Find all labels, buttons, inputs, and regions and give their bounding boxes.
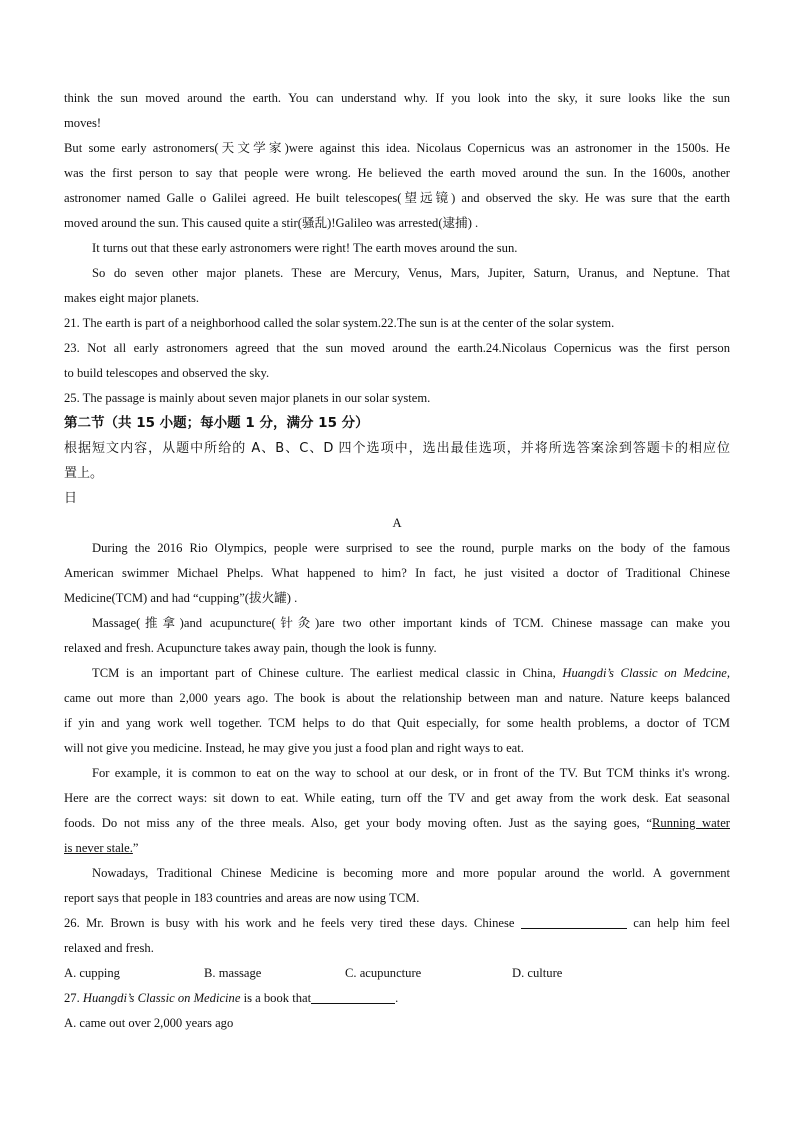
passageA-line: [64, 836, 730, 861]
option-a[interactable]: A. cupping: [64, 966, 120, 980]
passageA-line: Massage(推拿)and acupuncture(针灸)are two other important kinds of TCM. Chinese massage can make you: [92, 616, 730, 630]
passageA-line: if yin and yang work well together. TCM helps to do that Quit especially, for some health problems, a doctor of TCM: [64, 716, 730, 730]
question-text: .: [395, 991, 399, 1005]
passageA-line: relaxed and fresh. Acupuncture takes away pain, though the look is funny.: [64, 641, 437, 655]
passageA-text: foods. Do not miss any of the three meals. Also, get your body moving often. Just as the saying goes, “: [64, 816, 652, 830]
passageA-line: Here are the correct ways: sit down to eat. While eating, turn off the TV and get away from the work desk. Eat seasonal: [64, 791, 730, 805]
passageA-line: [64, 811, 730, 836]
statement-line: 23. Not all early astronomers agreed that the sun moved around the earth.24.Nicolaus Copernicus was the first person: [64, 341, 730, 355]
passage1-line: astronomer named Galle o Galilei agreed. He built telescopes(望远镜) and observed the sky. He was sure that the earth: [64, 191, 730, 205]
section-mark: 日: [64, 491, 78, 506]
option-b[interactable]: B. massage: [204, 966, 262, 980]
statement-line: 25. The passage is mainly about seven major planets in our solar system.: [64, 391, 431, 405]
question-26: [64, 911, 730, 936]
passage1-line: But some early astronomers(天文学家)were against this idea. Nicolaus Copernicus was an astronomer in the 1500s. He: [64, 141, 730, 155]
passageA-text: TCM is an important part of Chinese culture. The earliest medical classic in China,: [92, 666, 563, 680]
passage1-line: moved around the sun. This caused quite a stir(骚乱)!Galileo was arrested(逮捕) .: [64, 216, 479, 230]
passageA-line: Nowadays, Traditional Chinese Medicine is becoming more and more popular around the world. A government: [92, 866, 730, 880]
saying-underlined: Running water: [652, 816, 730, 830]
passageA-line: American swimmer Michael Phelps. What happened to him? In fact, he just visited a doctor of Traditional Chinese: [64, 566, 730, 580]
passageA-line: For example, it is common to eat on the way to school at our desk, or in front of the TV. But TCM thinks it's wrong.: [92, 766, 730, 780]
saying-underlined: is never stale.: [64, 841, 133, 855]
statement-line: to build telescopes and observed the sky.: [64, 366, 270, 380]
passageA-line: came out more than 2,000 years ago. The book is about the relationship between man and nature. Nature keeps balanced: [64, 691, 730, 705]
question-26-options: [64, 961, 730, 986]
exam-page: [64, 86, 730, 1036]
option-c[interactable]: C. acupuncture: [345, 966, 422, 980]
passageA-line: [64, 661, 730, 686]
question-text: can help him feel: [633, 916, 730, 930]
question-27: [64, 986, 730, 1011]
passage-title: A: [392, 516, 402, 530]
option-d[interactable]: D. culture: [512, 966, 563, 980]
passageA-line: report says that people in 183 countries and areas are now using TCM.: [64, 891, 420, 905]
question-text: 26. Mr. Brown is busy with his work and he feels very tired these days. Chinese: [64, 916, 515, 930]
statement-line: 21. The earth is part of a neighborhood called the solar system.22.The sun is at the center of the solar system.: [64, 316, 615, 330]
book-title: Huangdi’s Classic on Medicine: [82, 991, 241, 1005]
passage1-line: makes eight major planets.: [64, 291, 199, 305]
section-instructions: 置上。: [64, 466, 104, 481]
passageA-line: During the 2016 Rio Olympics, people were surprised to see the round, purple marks on the body of the famous: [92, 541, 730, 555]
question-number: 27.: [64, 991, 83, 1005]
passageA-line: will not give you medicine. Instead, he may give you just a food plan and right ways to eat.: [64, 741, 524, 755]
passage1-line: So do seven other major planets. These are Mercury, Venus, Mars, Jupiter, Saturn, Uranus, and Neptune. That: [92, 266, 730, 280]
passageA-line: Medicine(TCM) and had “cupping”(拔火罐) .: [64, 591, 298, 605]
passage1-line: was the first person to say that people were wrong. He believed the earth moved around the sun. In the 1600s, another: [64, 166, 730, 180]
passage1-line: think the sun moved around the earth. You can understand why. If you look into the sky, it sure looks like the sun: [64, 91, 730, 105]
question-26-cont: relaxed and fresh.: [64, 941, 154, 955]
answer-blank: [521, 914, 627, 929]
passageA-text: ”: [132, 841, 139, 855]
option-a[interactable]: A. came out over 2,000 years ago: [64, 1016, 234, 1030]
answer-blank: [311, 989, 395, 1004]
question-text: is a book that: [240, 991, 312, 1005]
passage1-line: moves!: [64, 116, 102, 130]
passage1-line: It turns out that these early astronomers were right! The earth moves around the sun.: [92, 241, 518, 255]
book-title: Huangdi’s Classic on Medcine,: [562, 666, 730, 680]
section-instructions: 根据短文内容，从题中所给的 A、B、C、D 四个选项中，选出最佳选项，并将所选答案涂到答题卡的相应位: [64, 441, 730, 456]
section-heading: 第二节（共 15 小题；每小题 1 分，满分 15 分）: [64, 415, 369, 431]
